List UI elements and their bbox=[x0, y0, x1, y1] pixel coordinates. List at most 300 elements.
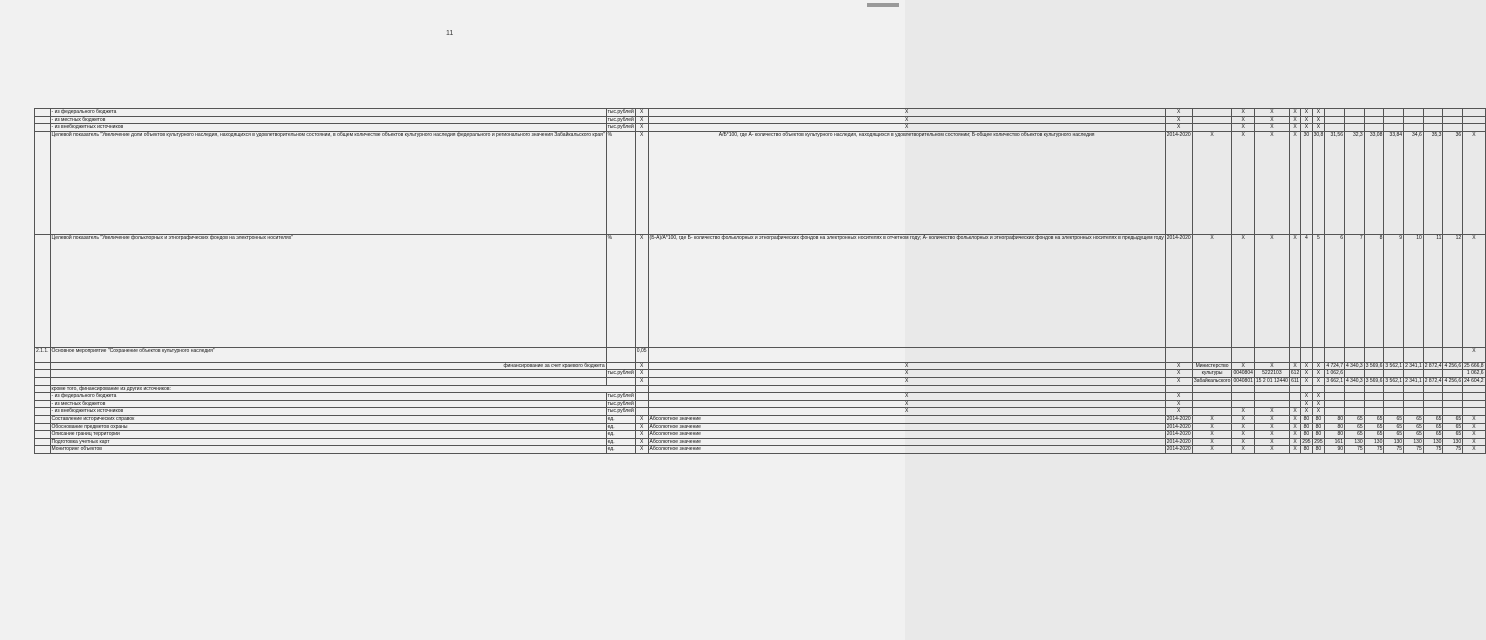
table-cell bbox=[1345, 408, 1365, 416]
table-cell: 80 bbox=[1312, 431, 1325, 439]
table-cell bbox=[635, 400, 648, 408]
table-cell: 65 bbox=[1384, 423, 1404, 431]
table-cell: ед. bbox=[606, 446, 635, 454]
table-cell bbox=[1404, 400, 1424, 408]
table-cell: Абсолютное значение bbox=[648, 423, 1165, 431]
table-cell: 80 bbox=[1325, 431, 1345, 439]
table-cell bbox=[1404, 347, 1424, 362]
table-cell: тыс.рублей bbox=[607, 370, 634, 377]
table-cell bbox=[1423, 385, 1443, 393]
table-cell: X bbox=[1312, 124, 1325, 132]
table-cell bbox=[635, 385, 648, 393]
table-cell: X bbox=[1289, 116, 1300, 124]
table-cell bbox=[1463, 109, 1485, 117]
table-cell: X bbox=[1232, 109, 1254, 117]
table-cell: X bbox=[1232, 415, 1254, 423]
table-cell bbox=[35, 393, 51, 401]
table-cell: X bbox=[1463, 446, 1485, 454]
table-cell: X bbox=[1165, 124, 1192, 132]
table-cell bbox=[1384, 124, 1404, 132]
table-cell: X bbox=[1312, 370, 1325, 378]
table-cell bbox=[1325, 347, 1345, 362]
table-cell: Забайкальского bbox=[1193, 377, 1231, 384]
table-cell: 80 bbox=[1325, 415, 1345, 423]
detail-row bbox=[35, 446, 1486, 454]
table-cell: 65 bbox=[1345, 415, 1365, 423]
table-cell: 0040801 bbox=[1233, 377, 1253, 384]
table-cell bbox=[1192, 408, 1232, 416]
table-cell: X bbox=[1289, 423, 1300, 431]
table-cell bbox=[1289, 400, 1300, 408]
indicator-row bbox=[35, 234, 1486, 347]
table-cell bbox=[1384, 393, 1404, 401]
table-cell: 65 bbox=[1384, 431, 1404, 439]
table-cell bbox=[1289, 347, 1300, 362]
table-cell: X bbox=[1192, 423, 1232, 431]
table-cell: тыс.рублей bbox=[607, 116, 634, 123]
table-cell: X bbox=[1301, 400, 1312, 408]
table-cell: 2.1.1. bbox=[35, 347, 51, 362]
table-cell: 0040804 bbox=[1233, 370, 1253, 377]
table-cell bbox=[1423, 400, 1443, 408]
table-cell: 65 bbox=[1423, 423, 1443, 431]
table-cell: X bbox=[1312, 109, 1325, 117]
table-cell: 4 724,7 bbox=[1326, 362, 1343, 369]
table-cell bbox=[1463, 124, 1485, 132]
table-row bbox=[35, 109, 1486, 117]
table-cell: 2014-2020 bbox=[1166, 423, 1191, 430]
table-cell: X bbox=[1232, 362, 1254, 370]
table-cell: 611 bbox=[1291, 377, 1300, 384]
table-cell bbox=[35, 109, 51, 117]
table-cell bbox=[1345, 385, 1365, 393]
table-cell: 80 bbox=[1325, 423, 1345, 431]
table-cell: 75 bbox=[1384, 446, 1404, 454]
table-cell bbox=[1192, 109, 1232, 117]
table-cell: 75 bbox=[1423, 446, 1443, 454]
table-cell bbox=[1404, 370, 1424, 378]
table-cell: X bbox=[1254, 109, 1289, 117]
table-cell: X bbox=[1192, 431, 1232, 439]
table-cell: X bbox=[635, 431, 648, 439]
table-cell: X bbox=[1301, 393, 1312, 401]
table-cell: 4 340,3 bbox=[1346, 362, 1363, 369]
table-cell bbox=[1443, 116, 1463, 124]
table-row bbox=[35, 116, 1486, 124]
table-cell: X bbox=[1254, 124, 1289, 132]
table-cell: финансирование за счет краевого бюджета bbox=[50, 362, 606, 370]
table-cell bbox=[1325, 393, 1345, 401]
table-cell bbox=[1463, 400, 1485, 408]
table-cell bbox=[35, 446, 51, 454]
table-cell: 65 bbox=[1423, 431, 1443, 439]
table-cell: 75 bbox=[1443, 446, 1463, 454]
table-cell: X bbox=[635, 423, 648, 431]
table-cell: 2 872,4 bbox=[1424, 362, 1442, 369]
table-cell bbox=[1423, 408, 1443, 416]
table-cell: 3 562,1 bbox=[1385, 377, 1403, 384]
table-cell: 161 bbox=[1325, 438, 1345, 446]
table-cell: X bbox=[1463, 438, 1485, 446]
table-cell: 65 bbox=[1423, 415, 1443, 423]
table-cell: 75 bbox=[1345, 446, 1365, 454]
table-cell bbox=[1423, 370, 1443, 378]
table-cell bbox=[635, 408, 648, 416]
table-cell bbox=[1254, 393, 1289, 401]
table-cell: X bbox=[1165, 400, 1192, 408]
table-cell bbox=[1463, 116, 1485, 124]
table-cell: 2014-2020 bbox=[1165, 131, 1192, 234]
detail-row bbox=[35, 438, 1486, 446]
table-cell: 34,6 bbox=[1404, 131, 1424, 234]
table-cell: 9 bbox=[1384, 234, 1404, 347]
table-cell: Обоснование предметов охраны bbox=[50, 423, 606, 431]
table-cell: 130 bbox=[1384, 438, 1404, 446]
table-cell: X bbox=[1232, 431, 1254, 439]
table-cell bbox=[1232, 393, 1254, 401]
table-cell bbox=[50, 370, 606, 378]
table-cell: 4 256,6 bbox=[1444, 362, 1462, 369]
table-cell: 33,84 bbox=[1384, 131, 1404, 234]
table-cell bbox=[35, 415, 51, 423]
table-cell bbox=[1423, 116, 1443, 124]
table-cell bbox=[1404, 116, 1424, 124]
table-cell bbox=[1301, 347, 1312, 362]
table-cell: 1 062,6 bbox=[1326, 370, 1343, 377]
table-cell bbox=[1192, 393, 1232, 401]
table-cell bbox=[1345, 370, 1365, 378]
table-cell: 10 bbox=[1404, 234, 1424, 347]
table-cell bbox=[1443, 347, 1463, 362]
table-cell bbox=[1404, 408, 1424, 416]
table-cell: X bbox=[1165, 393, 1192, 401]
table-cell: 80 bbox=[1301, 446, 1312, 454]
table-cell: X bbox=[1254, 431, 1289, 439]
table-cell: X bbox=[1289, 431, 1300, 439]
table-cell: - из местных бюджетов bbox=[50, 400, 606, 408]
table-cell: X bbox=[1463, 431, 1485, 439]
table-cell: X bbox=[1192, 438, 1232, 446]
table-cell: % bbox=[606, 234, 635, 347]
table-cell: - из федерального бюджета bbox=[50, 109, 606, 117]
table-cell: X bbox=[1254, 408, 1289, 416]
table-cell: X bbox=[1254, 438, 1289, 446]
table-cell bbox=[35, 431, 51, 439]
table-cell bbox=[1384, 347, 1404, 362]
table-cell: 30 bbox=[1301, 131, 1312, 234]
table-cell: 65 bbox=[1345, 423, 1365, 431]
table-cell: 2014-2020 bbox=[1166, 438, 1191, 445]
table-cell: Составление исторических справок bbox=[50, 415, 606, 423]
table-cell: 2014-2020 bbox=[1166, 446, 1191, 453]
table-cell: 12 bbox=[1443, 234, 1463, 347]
table-cell: ед. bbox=[606, 438, 635, 446]
table-cell: X bbox=[1312, 393, 1325, 401]
table-cell: X bbox=[1254, 131, 1289, 234]
table-cell: X bbox=[635, 446, 648, 454]
table-cell: X bbox=[1165, 116, 1192, 124]
table-cell: X bbox=[1232, 234, 1254, 347]
table-cell bbox=[1325, 124, 1345, 132]
table-cell: 5222103 bbox=[1254, 370, 1289, 378]
page-number: 11 bbox=[446, 30, 454, 37]
table-cell: 65 bbox=[1384, 415, 1404, 423]
table-cell bbox=[1325, 385, 1345, 393]
table-cell: 24 604,2 bbox=[1464, 377, 1484, 384]
table-cell: X bbox=[1312, 362, 1325, 370]
table-cell: 130 bbox=[1364, 438, 1384, 446]
table-cell: X bbox=[1232, 124, 1254, 132]
table-cell: X bbox=[1254, 446, 1289, 454]
table-cell: X bbox=[635, 362, 648, 370]
table-cell bbox=[1345, 109, 1365, 117]
table-cell: X bbox=[1254, 234, 1289, 347]
table-cell: 65 bbox=[1443, 415, 1463, 423]
table-cell bbox=[1301, 385, 1312, 393]
table-cell: X bbox=[1165, 370, 1192, 378]
table-cell: Описание границ территории bbox=[50, 431, 606, 439]
table-cell: X bbox=[635, 415, 648, 423]
table-cell bbox=[1404, 109, 1424, 117]
table-cell: культуры bbox=[1192, 370, 1232, 378]
table-cell bbox=[1232, 347, 1254, 362]
table-cell bbox=[1443, 109, 1463, 117]
table-cell bbox=[1364, 370, 1384, 378]
table-cell: 65 bbox=[1364, 431, 1384, 439]
table-cell: 4 bbox=[1301, 234, 1312, 347]
table-cell bbox=[1192, 124, 1232, 132]
table-cell: 25 666,8 bbox=[1464, 362, 1484, 369]
table-cell: 65 bbox=[1443, 423, 1463, 431]
table-cell bbox=[35, 400, 51, 408]
table-cell: % bbox=[606, 131, 635, 234]
table-cell: 80 bbox=[1312, 423, 1325, 431]
table-cell: X bbox=[1463, 234, 1485, 347]
table-cell: 32,3 bbox=[1345, 131, 1365, 234]
table-cell bbox=[648, 347, 1165, 362]
table-cell bbox=[1443, 385, 1463, 393]
table-cell bbox=[35, 124, 51, 132]
table-cell: 130 bbox=[1404, 438, 1424, 446]
table-cell: 80 bbox=[1312, 446, 1325, 454]
table-cell: 2014-2020 bbox=[1165, 234, 1192, 347]
table-cell: X bbox=[1232, 131, 1254, 234]
table-cell: X bbox=[648, 400, 1165, 408]
table-cell: 80 bbox=[1312, 415, 1325, 423]
detail-row bbox=[35, 415, 1486, 423]
scan-edge-mark bbox=[867, 3, 899, 7]
table-cell bbox=[1325, 400, 1345, 408]
table-cell bbox=[1463, 385, 1485, 393]
table-cell: X bbox=[648, 124, 1165, 132]
table-cell: 31,56 bbox=[1325, 131, 1345, 234]
table-cell: X bbox=[1289, 109, 1300, 117]
table-cell: 65 bbox=[1443, 431, 1463, 439]
table-cell bbox=[1289, 393, 1300, 401]
table-cell: X bbox=[635, 370, 648, 378]
table-cell: 612 bbox=[1290, 370, 1300, 377]
table-cell bbox=[1232, 400, 1254, 408]
main-activity-row bbox=[35, 347, 1486, 362]
table-cell: X bbox=[1165, 362, 1192, 370]
table-cell bbox=[606, 377, 635, 385]
table-cell bbox=[1345, 116, 1365, 124]
table-cell bbox=[1443, 393, 1463, 401]
table-cell bbox=[1463, 393, 1485, 401]
table-cell: X bbox=[1301, 362, 1312, 370]
table-cell: 65 bbox=[1364, 415, 1384, 423]
table-cell: 3 569,6 bbox=[1365, 362, 1383, 369]
table-cell: тыс.рублей bbox=[607, 124, 634, 131]
table-cell bbox=[1325, 408, 1345, 416]
table-cell: X bbox=[1192, 446, 1232, 454]
table-cell bbox=[1404, 385, 1424, 393]
table-cell bbox=[1384, 370, 1404, 378]
table-cell: 2014-2020 bbox=[1166, 415, 1191, 422]
table-cell bbox=[1364, 347, 1384, 362]
table-cell bbox=[1232, 385, 1254, 393]
table-cell bbox=[1443, 408, 1463, 416]
table-cell bbox=[1192, 116, 1232, 124]
table-cell: 295 bbox=[1302, 438, 1311, 445]
table-cell bbox=[1364, 408, 1384, 416]
table-cell: кроме того, финансирование из других источников: bbox=[50, 385, 635, 393]
table-cell bbox=[35, 423, 51, 431]
table-cell: X bbox=[1463, 347, 1485, 362]
table-cell: Мониторинг объектов bbox=[50, 446, 606, 454]
table-cell bbox=[1289, 385, 1300, 393]
table-cell bbox=[1254, 385, 1289, 393]
detail-row bbox=[35, 423, 1486, 431]
table-cell: 7 bbox=[1345, 234, 1365, 347]
table-cell: X bbox=[1312, 408, 1325, 416]
table-cell: Абсолютное значение bbox=[648, 431, 1165, 439]
table-cell: X bbox=[1254, 116, 1289, 124]
table-cell: 30,8 bbox=[1312, 131, 1325, 234]
table-cell: X bbox=[1232, 423, 1254, 431]
table-cell: X bbox=[635, 116, 648, 124]
table-cell: Министерство bbox=[1192, 362, 1232, 370]
table-cell: 11 bbox=[1423, 234, 1443, 347]
table-cell: X bbox=[1165, 408, 1192, 416]
indicator-row bbox=[35, 131, 1486, 234]
table-cell: тыс.рублей bbox=[607, 393, 634, 400]
table-cell bbox=[1364, 400, 1384, 408]
table-cell: ед. bbox=[606, 415, 635, 423]
table-cell: X bbox=[648, 370, 1165, 378]
table-cell: 80 bbox=[1301, 431, 1312, 439]
table-cell: 295 bbox=[1312, 438, 1325, 446]
table-cell bbox=[50, 377, 606, 385]
table-cell: - из внебюджетных источников bbox=[50, 408, 606, 416]
table-cell: X bbox=[1232, 446, 1254, 454]
table-cell: 8 bbox=[1364, 234, 1384, 347]
table-cell: Абсолютное значение bbox=[648, 415, 1165, 423]
table-cell bbox=[1404, 124, 1424, 132]
table-cell: тыс.рублей bbox=[607, 109, 634, 115]
table-cell bbox=[1384, 109, 1404, 117]
table-cell: X bbox=[635, 377, 648, 385]
table-cell bbox=[1364, 124, 1384, 132]
table-cell bbox=[35, 370, 51, 378]
table-cell: 33,08 bbox=[1364, 131, 1384, 234]
table-cell: X bbox=[1165, 377, 1192, 385]
table-cell bbox=[35, 385, 51, 393]
table-cell: - из внебюджетных источников bbox=[50, 124, 606, 132]
table-cell: 3 569,6 bbox=[1365, 377, 1383, 384]
table-cell: 130 bbox=[1443, 438, 1463, 446]
table-cell: X bbox=[1165, 109, 1192, 117]
table-cell: X bbox=[1463, 415, 1485, 423]
table-cell: 4 256,6 bbox=[1444, 377, 1462, 384]
table-cell: (Б-А)/А*100, где Б- количество фольклорных и этнографических фондов на электронных носителях в отчетном году; А- количество фольклорных и этнографических фондов на электронных носителях в предыдущем году bbox=[648, 234, 1165, 347]
table-cell: X bbox=[648, 377, 1165, 385]
table-cell: X bbox=[1301, 370, 1312, 378]
table-cell: X bbox=[635, 438, 648, 446]
table-cell: X bbox=[1301, 124, 1312, 132]
table-cell bbox=[1384, 385, 1404, 393]
table-cell: 75 bbox=[1404, 446, 1424, 454]
table-cell: X bbox=[1254, 362, 1289, 370]
table-cell: 130 bbox=[1423, 438, 1443, 446]
table-cell: тыс.рублей bbox=[607, 408, 634, 415]
table-cell: X bbox=[1192, 234, 1232, 347]
table-row bbox=[35, 408, 1486, 416]
table-cell: X bbox=[1232, 408, 1254, 416]
table-cell: 2 341,1 bbox=[1405, 377, 1422, 384]
table-cell bbox=[35, 362, 51, 370]
table-cell: X bbox=[1463, 423, 1485, 431]
table-cell: X bbox=[635, 109, 648, 117]
table-row bbox=[35, 400, 1486, 408]
table-cell bbox=[1364, 385, 1384, 393]
table-cell bbox=[1423, 109, 1443, 117]
table-cell: X bbox=[1289, 362, 1300, 370]
table-cell: 65 bbox=[1364, 423, 1384, 431]
table-cell bbox=[1443, 400, 1463, 408]
table-cell: - из федерального бюджета bbox=[50, 393, 606, 401]
table-cell: 65 bbox=[1404, 423, 1424, 431]
table-cell: 130 bbox=[1345, 438, 1365, 446]
table-cell: X bbox=[1301, 109, 1312, 117]
table-cell: X bbox=[1254, 415, 1289, 423]
table-cell: 36 bbox=[1443, 131, 1463, 234]
table-cell: X bbox=[1289, 438, 1300, 446]
table-cell: X bbox=[1289, 415, 1300, 423]
table-cell: А/Б*100, где А- количество объектов культурного наследия, находящихся в удовлетворительном состоянии; Б-общее количество объектов культурного наследия bbox=[648, 131, 1165, 234]
table-cell bbox=[35, 377, 51, 385]
table-cell bbox=[1254, 400, 1289, 408]
table-cell bbox=[1384, 400, 1404, 408]
financing-row bbox=[35, 370, 1486, 378]
table-cell bbox=[606, 362, 635, 370]
table-cell bbox=[35, 234, 51, 347]
table-cell: X bbox=[648, 362, 1165, 370]
table-cell bbox=[1192, 400, 1232, 408]
table-row bbox=[35, 124, 1486, 132]
table-cell: Подготовка учетных карт bbox=[50, 438, 606, 446]
table-cell: Основное мероприятие "Сохранение объектов культурного наследия" bbox=[50, 347, 606, 362]
table-cell bbox=[1384, 408, 1404, 416]
table-cell: X bbox=[1312, 400, 1325, 408]
table-cell: 1 062,6 bbox=[1463, 370, 1485, 378]
table-cell: X bbox=[1289, 408, 1300, 416]
table-cell bbox=[1165, 347, 1192, 362]
table-cell: X bbox=[1301, 116, 1312, 124]
table-cell: 2 341,1 bbox=[1405, 362, 1422, 369]
table-cell: X bbox=[1192, 131, 1232, 234]
table-cell bbox=[1384, 116, 1404, 124]
